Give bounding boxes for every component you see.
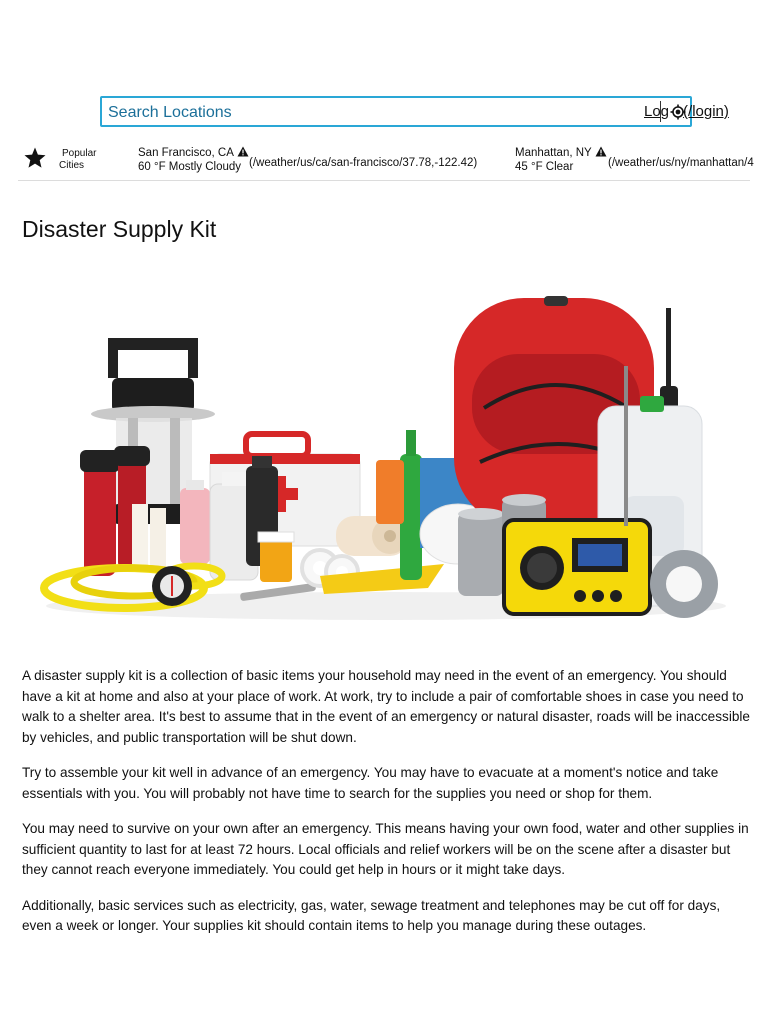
page-title: Disaster Supply Kit	[22, 216, 217, 242]
login-link[interactable]: Log (/login)	[644, 103, 729, 120]
city-san-francisco[interactable]: San Francisco, CA 60 °F Mostly Cloudy	[138, 146, 249, 174]
login-area[interactable]	[644, 103, 729, 120]
article-paragraph: You may need to survive on your own after an emergency. This means having your own food, water and other supplies in sufficient quantity to last for at least 72 hours. Local officials and relief workers will be on the scene after a disaster but they cannot reach everyone immediately. You could get help in hours or it might take days.	[22, 821, 749, 877]
search-bar[interactable]	[100, 96, 692, 127]
popular-cities-label: Popular Cities	[59, 148, 97, 171]
warning-icon	[237, 146, 249, 157]
city-manhattan-url[interactable]: (/weather/us/ny/manhattan/4	[608, 157, 754, 169]
location-target-icon[interactable]	[670, 104, 686, 120]
city-manhattan[interactable]: Manhattan, NY 45 °F Clear	[515, 146, 607, 174]
supply-kit-illustration	[24, 276, 748, 632]
article-paragraph: A disaster supply kit is a collection of basic items your household may need in the event of an emergency. You should have a kit at home and also at your place of work. At work, try to include a pair of comfortable shoes in case you need to walk to a shelter area. It's best to assume that in the event of an emergency or natural disaster, roads will be inaccessible by vehicles, and public transportation will be shut down.	[22, 668, 750, 745]
hero-image	[24, 276, 748, 632]
article-paragraph: Try to assemble your kit well in advance of an emergency. You may have to evacuate at a moment's notice and take essentials with you. You will probably not have time to search for the supplies you need or shop for them.	[22, 765, 719, 801]
warning-icon	[595, 146, 607, 157]
popular-cities-bar	[18, 140, 754, 181]
search-input[interactable]	[108, 102, 628, 123]
article-body	[22, 666, 750, 952]
star-icon[interactable]	[23, 146, 47, 170]
city-san-francisco-url[interactable]: (/weather/us/ca/san-francisco/37.78,-122.42)	[249, 157, 478, 169]
article-paragraph: Additionally, basic services such as electricity, gas, water, sewage treatment and telephones may be cut off for days, even a week or longer. Your supplies kit should contain items to help you manage during these outages.	[22, 897, 721, 933]
